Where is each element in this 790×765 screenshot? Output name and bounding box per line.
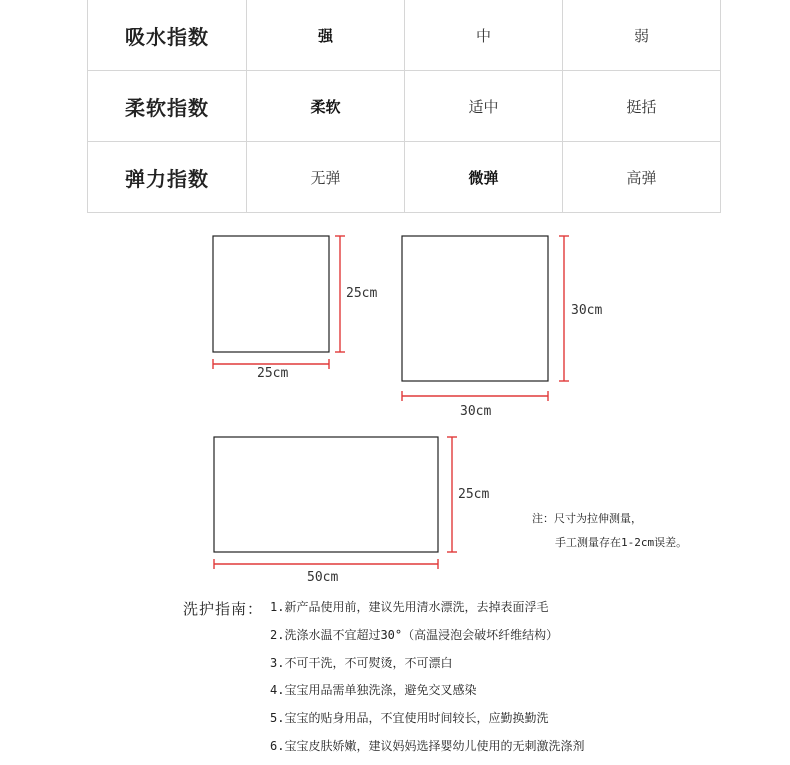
- towel1-height-label: 25cm: [346, 286, 378, 301]
- care-item: 5.宝宝的贴身用品，不宜使用时间较长，应勤换勤洗: [270, 711, 549, 726]
- absorbency-option-weak: 弱: [563, 0, 721, 71]
- care-guide-list: [270, 598, 584, 765]
- measurement-note-line2: 手工测量存在1-2cm误差。: [555, 536, 688, 549]
- absorbency-label: 吸水指数: [88, 0, 247, 71]
- elasticity-option-none: 无弹: [247, 142, 405, 213]
- absorbency-option-strong: 强: [247, 0, 405, 71]
- towel2-width-label: 30cm: [460, 404, 492, 419]
- care-guide-title: 洗护指南：: [183, 600, 264, 618]
- towel-30x30-outline: [402, 236, 548, 381]
- elasticity-label: 弹力指数: [88, 142, 247, 213]
- elasticity-option-slight: 微弹: [405, 142, 563, 213]
- care-item: 3.不可干洗，不可熨烫，不可漂白: [270, 655, 453, 670]
- care-item: 4.宝宝用品需单独洗涤，避免交叉感染: [270, 683, 477, 698]
- towel2-height-label: 30cm: [571, 303, 603, 318]
- measurement-note-line1: 注：尺寸为拉伸测量，: [532, 512, 642, 525]
- absorbency-option-medium: 中: [405, 0, 563, 71]
- elasticity-option-high: 高弹: [563, 142, 721, 213]
- softness-option-moderate: 适中: [405, 71, 563, 142]
- softness-label: 柔软指数: [88, 71, 247, 142]
- care-item: 1.新产品使用前，建议先用清水漂洗，去掉表面浮毛: [270, 600, 549, 614]
- softness-option-stiff: 挺括: [563, 71, 721, 142]
- towel-25x25-outline: [213, 236, 329, 352]
- towel-50x25-outline: [214, 437, 438, 552]
- care-item: 6.宝宝皮肤娇嫩，建议妈妈选择婴幼儿使用的无刺激洗涤剂: [270, 738, 585, 753]
- towel3-width-label: 50cm: [307, 570, 339, 585]
- care-item: 2.洗涤水温不宜超过30°（高温浸泡会破坏纤维结构）: [270, 627, 559, 642]
- softness-option-soft: 柔软: [247, 71, 405, 142]
- towel3-height-label: 25cm: [458, 487, 490, 502]
- towel1-width-label: 25cm: [257, 366, 289, 381]
